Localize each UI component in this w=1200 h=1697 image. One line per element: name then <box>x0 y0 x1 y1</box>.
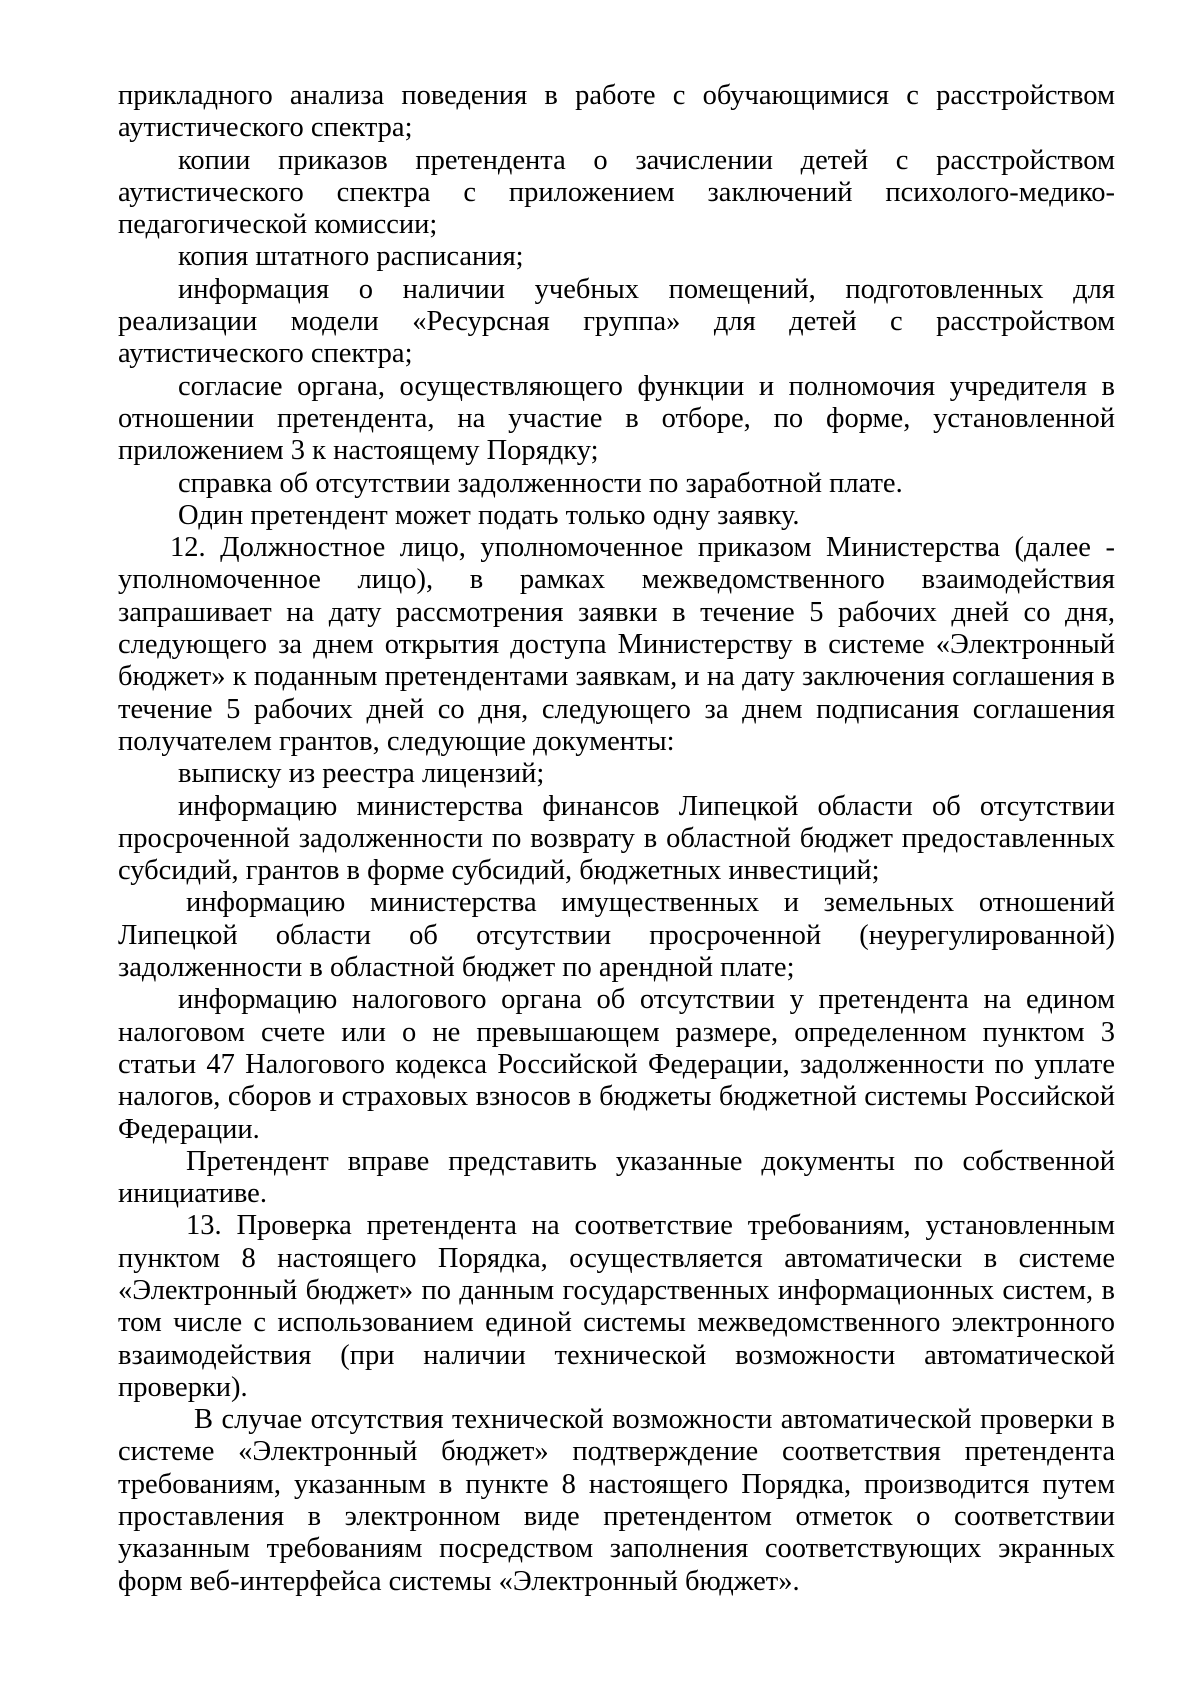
paragraph-orders-copies: копии приказов претендента о зачислении детей с расстройством аутистического спектра с приложением заключений психолого-медико-педагогической комиссии; <box>118 144 1115 241</box>
paragraph-item-13: 13. Проверка претендента на соответствие требованиям, установленным пунктом 8 настоящего Порядка, осуществляется автоматически в системе «Электронный бюджет» по данным государственных информационных систем, в том числе с использованием единой системы межведомственного электронного взаимодействия (при наличии технической возможности автоматической проверки). <box>118 1210 1115 1403</box>
paragraph-license-registry: выписку из реестра лицензий; <box>178 758 545 790</box>
paragraph-property-ministry-info: информацию министерства имущественных и земельных отношений Липецкой области об отсутствии просроченной (неурегулированной) задолженности в областной бюджет по арендной плате; <box>118 887 1115 984</box>
paragraph-founder-consent: согласие органа, осуществляющего функции и полномочия учредителя в отношении претендента, на участие в отборе, по форме, установленной приложением 3 к настоящему Порядку; <box>118 370 1115 467</box>
paragraph-salary-certificate: справка об отсутствии задолженности по заработной плате. <box>178 467 903 499</box>
document-body <box>118 80 1115 1598</box>
paragraph-no-technical-possibility: В случае отсутствия технической возможности автоматической проверки в системе «Электронный бюджет» подтверждение соответствия претендента требованиям, указанным в пункте 8 настоящего Порядка, производится путем проставления в электронном виде претендентом отметок о соответствии указанным требованиям посредством заполнения соответствующих экранных форм веб-интерфейса системы «Электронный бюджет». <box>118 1404 1115 1597</box>
paragraph-continuation: прикладного анализа поведения в работе с обучающимися с расстройством аутистического спектра; <box>118 80 1115 144</box>
paragraph-staff-schedule: копия штатного расписания; <box>178 241 524 273</box>
paragraph-premises-info: информация о наличии учебных помещений, подготовленных для реализации модели «Ресурсная группа» для детей с расстройством аутистического спектра; <box>118 273 1115 370</box>
paragraph-tax-authority-info: информацию налогового органа об отсутствии у претендента на едином налоговом счете или о не превышающем размере, определенном пунктом 3 статьи 47 Налогового кодекса Российской Федерации, задолженности по уплате налогов, сборов и страховых взносов в бюджеты бюджетной системы Российской Федерации. <box>118 984 1115 1145</box>
paragraph-item-12: 12. Должностное лицо, уполномоченное приказом Министерства (далее - уполномоченное лицо), в рамках межведомственного взаимодействия запрашивает на дату рассмотрения заявки в течение 5 рабочих дней со дня, следующего за днем открытия доступа Министерству в системе «Электронный бюджет» к поданным претендентами заявкам, и на дату заключения соглашения в течение 5 рабочих дней со дня, следующего за днем подписания соглашения получателем грантов, следующие документы: <box>118 532 1115 757</box>
paragraph-one-application: Один претендент может подать только одну заявку. <box>178 499 800 531</box>
paragraph-own-initiative: Претендент вправе представить указанные документы по собственной инициативе. <box>118 1145 1115 1210</box>
paragraph-finance-ministry-info: информацию министерства финансов Липецкой области об отсутствии просроченной задолженности по возврату в областной бюджет предоставленных субсидий, грантов в форме субсидий, бюджетных инвестиций; <box>118 790 1115 887</box>
